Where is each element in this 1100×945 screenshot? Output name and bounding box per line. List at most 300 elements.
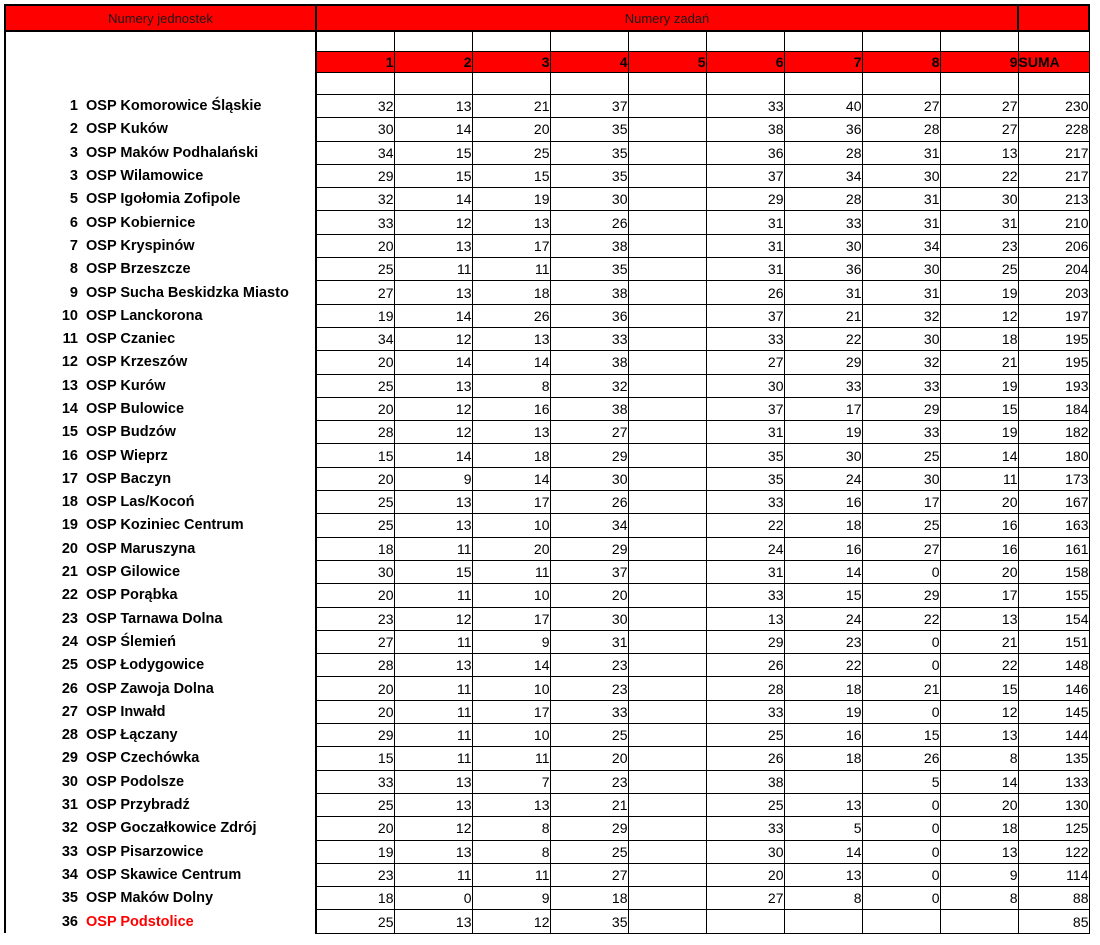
unit-name: OSP Pisarzowice [86, 843, 204, 860]
unit-name: OSP Las/Kocoń [86, 494, 195, 511]
score-cell-task-9: 22 [940, 654, 1018, 677]
unit-name: OSP Gilowice [86, 564, 181, 581]
table-row [5, 793, 1089, 816]
column-header-3: 3 [472, 52, 550, 73]
score-cell-task-2: 13 [394, 514, 472, 537]
score-cell-task-2: 15 [394, 164, 472, 187]
score-cell-task-8: 30 [862, 467, 940, 490]
score-cell-task-3: 10 [472, 677, 550, 700]
score-cell-task-4: 23 [550, 654, 628, 677]
rank-number: 27 [61, 703, 78, 720]
score-cell-task-2: 15 [394, 560, 472, 583]
score-cell-task-7: 36 [784, 118, 862, 141]
unit-name: OSP Maków Dolny [86, 890, 214, 907]
score-cell-task-3: 13 [472, 211, 550, 234]
column-header-8: 8 [862, 52, 940, 73]
score-cell-task-1: 20 [316, 397, 394, 420]
score-cell-task-3: 14 [472, 351, 550, 374]
rank-number: 29 [61, 750, 78, 767]
score-cell-task-2: 12 [394, 817, 472, 840]
score-cell-task-6: 38 [706, 770, 784, 793]
sum-cell: 145 [1018, 700, 1089, 723]
score-cell-task-1: 32 [316, 188, 394, 211]
rank-number: 18 [61, 494, 78, 511]
score-cell-task-7: 29 [784, 351, 862, 374]
score-cell-task-6: 24 [706, 537, 784, 560]
score-cell-task-2: 12 [394, 211, 472, 234]
rank-number: 7 [69, 237, 78, 254]
score-cell-task-3: 17 [472, 234, 550, 257]
score-cell-task-4: 29 [550, 444, 628, 467]
sum-cell: 167 [1018, 491, 1089, 514]
score-cell-task-4: 21 [550, 793, 628, 816]
score-cell-task-1: 25 [316, 374, 394, 397]
score-cell-task-5 [628, 234, 706, 257]
score-cell-task-7: 14 [784, 840, 862, 863]
sum-cell: 155 [1018, 584, 1089, 607]
score-cell-task-1: 25 [316, 258, 394, 281]
score-cell-task-3: 20 [472, 537, 550, 560]
score-cell-task-8: 25 [862, 514, 940, 537]
rank-number: 31 [61, 797, 78, 814]
sum-header: SUMA [1018, 52, 1089, 73]
score-cell-task-6: 35 [706, 467, 784, 490]
score-cell-task-3: 16 [472, 397, 550, 420]
unit-name: OSP Koziniec Centrum [86, 517, 244, 534]
score-cell-task-2: 11 [394, 537, 472, 560]
table-row [5, 141, 1089, 164]
unit-cell [5, 630, 316, 653]
score-cell-task-2: 12 [394, 421, 472, 444]
score-cell-task-6: 20 [706, 863, 784, 886]
score-cell-task-3: 13 [472, 793, 550, 816]
score-cell-task-7: 33 [784, 211, 862, 234]
score-cell-task-1: 25 [316, 514, 394, 537]
table-row [5, 491, 1089, 514]
unit-cell [5, 840, 316, 863]
score-cell-task-9: 25 [940, 258, 1018, 281]
table-row [5, 397, 1089, 420]
score-cell-task-6: 26 [706, 281, 784, 304]
sum-cell: 197 [1018, 304, 1089, 327]
score-cell-task-4: 38 [550, 351, 628, 374]
sum-cell: 210 [1018, 211, 1089, 234]
score-cell-task-1: 27 [316, 630, 394, 653]
score-cell-task-7: 18 [784, 747, 862, 770]
rank-number: 12 [61, 354, 78, 371]
score-cell-task-6: 25 [706, 724, 784, 747]
score-cell-task-7: 34 [784, 164, 862, 187]
score-cell-task-4: 38 [550, 397, 628, 420]
score-cell-task-4: 38 [550, 281, 628, 304]
score-cell-task-9: 18 [940, 817, 1018, 840]
score-cell-task-2: 12 [394, 607, 472, 630]
rank-number: 26 [61, 680, 78, 697]
score-cell-task-9: 19 [940, 421, 1018, 444]
score-cell-task-8: 30 [862, 258, 940, 281]
score-cell-task-4: 29 [550, 537, 628, 560]
unit-cell [5, 910, 316, 933]
sum-cell: 148 [1018, 654, 1089, 677]
score-cell-task-1: 15 [316, 747, 394, 770]
unit-name: OSP Kuków [86, 121, 168, 138]
score-cell-task-3: 9 [472, 630, 550, 653]
table-row [5, 817, 1089, 840]
sum-cell: 88 [1018, 887, 1089, 910]
score-cell-task-4: 36 [550, 304, 628, 327]
sum-cell: 144 [1018, 724, 1089, 747]
score-cell-task-3: 26 [472, 304, 550, 327]
unit-name: OSP Kurów [86, 377, 166, 394]
sum-cell: 180 [1018, 444, 1089, 467]
rank-number: 3 [69, 168, 78, 185]
score-cell-task-5 [628, 747, 706, 770]
score-cell-task-1: 20 [316, 817, 394, 840]
unit-name: OSP Łodygowice [86, 657, 205, 674]
unit-name: OSP Porąbka [86, 587, 178, 604]
score-cell-task-2: 13 [394, 654, 472, 677]
score-cell-task-2: 11 [394, 747, 472, 770]
score-cell-task-8: 30 [862, 164, 940, 187]
sum-cell: 135 [1018, 747, 1089, 770]
score-cell-task-5 [628, 141, 706, 164]
unit-name: OSP Zawoja Dolna [86, 680, 214, 697]
score-cell-task-3: 17 [472, 491, 550, 514]
unit-cell [5, 164, 316, 187]
unit-name: OSP Wilamowice [86, 168, 204, 185]
score-cell-task-8: 31 [862, 211, 940, 234]
score-cell-task-5 [628, 677, 706, 700]
unit-name: OSP Brzeszcze [86, 261, 191, 278]
score-cell-task-6: 33 [706, 95, 784, 118]
score-cell-task-5 [628, 281, 706, 304]
score-cell-task-6: 26 [706, 654, 784, 677]
score-cell-task-1: 18 [316, 887, 394, 910]
unit-cell [5, 211, 316, 234]
score-cell-task-9: 19 [940, 281, 1018, 304]
score-cell-task-8: 0 [862, 700, 940, 723]
score-cell-task-4: 20 [550, 584, 628, 607]
score-cell-task-2: 11 [394, 630, 472, 653]
table-row [5, 327, 1089, 350]
score-cell-task-6: 31 [706, 421, 784, 444]
score-cell-task-1: 33 [316, 211, 394, 234]
rank-number: 13 [61, 377, 78, 394]
sum-cell: 228 [1018, 118, 1089, 141]
score-cell-task-4: 23 [550, 770, 628, 793]
score-cell-task-6: 36 [706, 141, 784, 164]
table-row [5, 560, 1089, 583]
unit-cell [5, 374, 316, 397]
score-cell-task-9: 18 [940, 327, 1018, 350]
table-row [5, 630, 1089, 653]
sum-cell: 161 [1018, 537, 1089, 560]
score-cell-task-4: 26 [550, 211, 628, 234]
rank-number: 25 [61, 657, 78, 674]
table-row [5, 537, 1089, 560]
score-cell-task-6: 27 [706, 887, 784, 910]
unit-cell [5, 887, 316, 910]
unit-cell [5, 327, 316, 350]
score-cell-task-2: 13 [394, 770, 472, 793]
rank-number: 8 [69, 261, 78, 278]
table-row [5, 351, 1089, 374]
score-cell-task-6: 31 [706, 234, 784, 257]
column-header-5: 5 [628, 52, 706, 73]
rank-number: 21 [61, 564, 78, 581]
blank-row [5, 31, 1089, 52]
score-cell-task-1: 23 [316, 863, 394, 886]
score-cell-task-5 [628, 654, 706, 677]
score-cell-task-8: 0 [862, 863, 940, 886]
score-cell-task-1: 20 [316, 677, 394, 700]
score-cell-task-1: 27 [316, 281, 394, 304]
score-cell-task-5 [628, 421, 706, 444]
score-cell-task-3: 10 [472, 724, 550, 747]
score-cell-task-3: 20 [472, 118, 550, 141]
score-cell-task-1: 19 [316, 304, 394, 327]
score-cell-task-8: 5 [862, 770, 940, 793]
unit-cell [5, 141, 316, 164]
unit-cell [5, 397, 316, 420]
score-cell-task-3: 18 [472, 444, 550, 467]
rank-number: 9 [69, 284, 78, 301]
table-row [5, 188, 1089, 211]
rank-number: 30 [61, 773, 78, 790]
spacer-row [5, 73, 1089, 95]
rank-number: 36 [61, 913, 78, 930]
score-cell-task-8: 31 [862, 188, 940, 211]
sum-cell: 206 [1018, 234, 1089, 257]
rank-number: 17 [61, 470, 78, 487]
score-cell-task-3: 11 [472, 747, 550, 770]
unit-name: OSP Maruszyna [86, 540, 196, 557]
score-cell-task-8: 28 [862, 118, 940, 141]
score-cell-task-7: 13 [784, 863, 862, 886]
unit-cell [5, 793, 316, 816]
score-cell-task-2: 11 [394, 863, 472, 886]
score-cell-task-3: 8 [472, 840, 550, 863]
score-cell-task-6: 37 [706, 397, 784, 420]
score-cell-task-9: 13 [940, 840, 1018, 863]
table-row [5, 234, 1089, 257]
score-cell-task-7: 31 [784, 281, 862, 304]
score-cell-task-2: 13 [394, 491, 472, 514]
unit-name: OSP Czechówka [86, 750, 200, 767]
column-header-7: 7 [784, 52, 862, 73]
sum-cell: 133 [1018, 770, 1089, 793]
unit-name: OSP Kobiernice [86, 214, 196, 231]
score-cell-task-2: 9 [394, 467, 472, 490]
sum-cell: 158 [1018, 560, 1089, 583]
score-cell-task-8: 26 [862, 747, 940, 770]
unit-name: OSP Skawice Centrum [86, 866, 242, 883]
score-cell-task-3: 13 [472, 421, 550, 444]
score-cell-task-3: 17 [472, 700, 550, 723]
score-cell-task-4: 37 [550, 95, 628, 118]
sum-cell: 217 [1018, 141, 1089, 164]
score-cell-task-2: 13 [394, 281, 472, 304]
score-cell-task-5 [628, 467, 706, 490]
score-cell-task-1: 29 [316, 724, 394, 747]
table-row [5, 304, 1089, 327]
score-cell-task-6: 31 [706, 560, 784, 583]
score-cell-task-6: 35 [706, 444, 784, 467]
unit-cell [5, 724, 316, 747]
score-cell-task-3: 19 [472, 188, 550, 211]
score-cell-task-6: 29 [706, 188, 784, 211]
score-cell-task-3: 8 [472, 374, 550, 397]
column-header-row [5, 52, 1089, 73]
unit-name: OSP Igołomia Zofipole [86, 191, 241, 208]
rank-number: 23 [61, 610, 78, 627]
score-cell-task-7: 28 [784, 141, 862, 164]
score-cell-task-2: 13 [394, 793, 472, 816]
score-cell-task-2: 11 [394, 584, 472, 607]
score-cell-task-9: 15 [940, 397, 1018, 420]
score-cell-task-6: 13 [706, 607, 784, 630]
score-cell-task-7: 30 [784, 444, 862, 467]
score-cell-task-8: 33 [862, 374, 940, 397]
unit-name: OSP Komorowice Śląskie [86, 98, 262, 115]
rank-number: 32 [61, 820, 78, 837]
score-cell-task-2: 11 [394, 724, 472, 747]
rank-number: 14 [61, 401, 78, 417]
rank-number: 5 [69, 191, 78, 208]
score-cell-task-7: 14 [784, 560, 862, 583]
score-cell-task-5 [628, 327, 706, 350]
unit-cell [5, 677, 316, 700]
score-cell-task-9: 23 [940, 234, 1018, 257]
table-row [5, 677, 1089, 700]
unit-cell [5, 654, 316, 677]
score-cell-task-1: 25 [316, 910, 394, 933]
unit-cell [5, 817, 316, 840]
column-header-2: 2 [394, 52, 472, 73]
unit-name: OSP Podstolice [86, 913, 194, 930]
rank-number: 15 [61, 424, 78, 441]
score-cell-task-3: 12 [472, 910, 550, 933]
table-row [5, 607, 1089, 630]
score-cell-task-8: 33 [862, 421, 940, 444]
unit-name: OSP Kryspinów [86, 237, 195, 254]
score-cell-task-5 [628, 700, 706, 723]
score-cell-task-1: 28 [316, 421, 394, 444]
score-cell-task-5 [628, 630, 706, 653]
score-cell-task-4: 25 [550, 724, 628, 747]
rank-number: 20 [61, 540, 78, 557]
score-cell-task-9: 22 [940, 164, 1018, 187]
unit-name: OSP Goczałkowice Zdrój [86, 820, 257, 837]
score-cell-task-4: 31 [550, 630, 628, 653]
score-cell-task-1: 25 [316, 793, 394, 816]
score-cell-task-9: 17 [940, 584, 1018, 607]
unit-cell [5, 304, 316, 327]
score-cell-task-4: 34 [550, 514, 628, 537]
score-cell-task-6: 33 [706, 327, 784, 350]
table-row [5, 514, 1089, 537]
score-cell-task-4: 32 [550, 374, 628, 397]
column-header-1: 1 [316, 52, 394, 73]
sum-cell: 130 [1018, 793, 1089, 816]
table-row [5, 95, 1089, 118]
column-header-4: 4 [550, 52, 628, 73]
column-header-6: 6 [706, 52, 784, 73]
score-cell-task-6: 22 [706, 514, 784, 537]
score-cell-task-6: 31 [706, 211, 784, 234]
score-cell-task-8: 17 [862, 491, 940, 514]
score-cell-task-3: 13 [472, 327, 550, 350]
score-cell-task-7: 5 [784, 817, 862, 840]
score-cell-task-5 [628, 374, 706, 397]
score-cell-task-1: 20 [316, 351, 394, 374]
sum-cell: 184 [1018, 397, 1089, 420]
score-cell-task-4: 18 [550, 887, 628, 910]
score-cell-task-1: 25 [316, 491, 394, 514]
rank-number: 1 [69, 98, 78, 115]
score-cell-task-6: 33 [706, 817, 784, 840]
score-cell-task-6: 27 [706, 351, 784, 374]
score-cell-task-1: 30 [316, 118, 394, 141]
score-cell-task-3: 11 [472, 863, 550, 886]
score-cell-task-8: 0 [862, 840, 940, 863]
score-cell-task-3: 18 [472, 281, 550, 304]
score-cell-task-3: 11 [472, 560, 550, 583]
score-cell-task-2: 14 [394, 444, 472, 467]
rank-number: 22 [61, 587, 78, 604]
sum-cell: 182 [1018, 421, 1089, 444]
score-cell-task-7: 16 [784, 724, 862, 747]
score-cell-task-4: 25 [550, 840, 628, 863]
score-cell-task-9: 30 [940, 188, 1018, 211]
score-cell-task-9: 12 [940, 700, 1018, 723]
table-row [5, 700, 1089, 723]
table-row [5, 584, 1089, 607]
results-body [5, 95, 1089, 934]
sum-cell: 204 [1018, 258, 1089, 281]
unit-cell [5, 863, 316, 886]
unit-name: OSP Budzów [86, 424, 176, 441]
rank-number: 16 [61, 447, 78, 464]
table-row [5, 421, 1089, 444]
table-row [5, 164, 1089, 187]
score-cell-task-4: 30 [550, 467, 628, 490]
score-cell-task-9: 13 [940, 607, 1018, 630]
score-cell-task-4: 35 [550, 910, 628, 933]
score-cell-task-1: 23 [316, 607, 394, 630]
score-cell-task-1: 28 [316, 654, 394, 677]
unit-cell [5, 607, 316, 630]
sum-cell: 85 [1018, 910, 1089, 933]
score-cell-task-8: 27 [862, 95, 940, 118]
score-cell-task-8: 0 [862, 793, 940, 816]
score-cell-task-7: 28 [784, 188, 862, 211]
score-cell-task-8 [862, 910, 940, 933]
unit-name: OSP Bulowice [86, 401, 185, 417]
score-cell-task-9: 19 [940, 374, 1018, 397]
unit-cell [5, 584, 316, 607]
table-row [5, 654, 1089, 677]
score-cell-task-8: 34 [862, 234, 940, 257]
score-cell-task-6: 28 [706, 677, 784, 700]
table-row [5, 910, 1089, 933]
score-cell-task-9: 11 [940, 467, 1018, 490]
table-row [5, 747, 1089, 770]
score-cell-task-2: 12 [394, 397, 472, 420]
title-row [5, 5, 1089, 31]
rank-number: 33 [61, 843, 78, 860]
score-cell-task-5 [628, 607, 706, 630]
